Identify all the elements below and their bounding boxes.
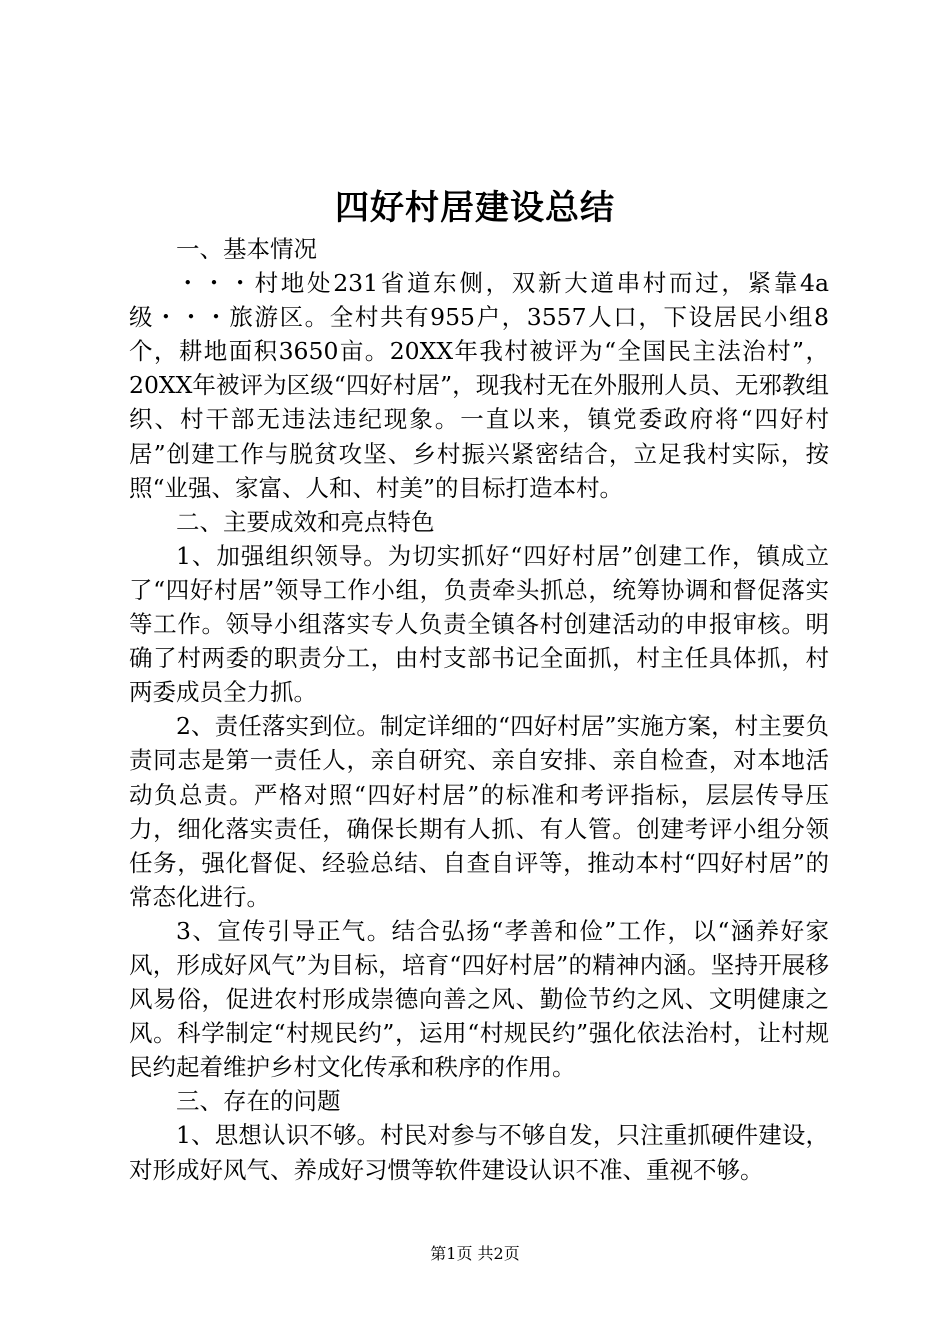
section-heading-achievements: 二、主要成效和亮点特色 — [176, 507, 435, 536]
paragraph-village-overview: ・・・村地处231省道东侧，双新大道串村而过，紧靠4a级・・・旅游区。全村共有955户，3557人口，下设居民小组8个，耕地面积3650亩。20XX年我村被评为“全国民主法治村”，20XX年被评为区级“四好村居”，现我村无在外服刑人员、无邪教组织、村干部无违法违纪现象。一直以来，镇党委政府将“四好村居”创建工作与脱贫攻坚、乡村振兴紧密结合，立足我村实际，按照“业强、家富、人和、村美”的目标打造本村。 — [129, 269, 829, 502]
section-heading-basic-situation: 一、基本情况 — [176, 235, 317, 263]
section-heading-problems: 三、存在的问题 — [176, 1087, 341, 1116]
document-body — [129, 232, 829, 1187]
paragraph-responsibility: 2、责任落实到位。制定详细的“四好村居”实施方案，村主要负责同志是第一责任人，亲自研究、亲自安排、亲自检查，对本地活动负总责。严格对照“四好村居”的标准和考评指标，层层传导压力，细化落实责任，确保长期有人抓、有人管。创建考评小组分领任务，强化督促、经验总结、自查自评等，推动本村“四好村居”的常态化进行。 — [129, 712, 829, 911]
paragraph-organization-leadership: 1、加强组织领导。为切实抓好“四好村居”创建工作，镇成立了“四好村居”领导工作小组，负责牵头抓总，统筹协调和督促落实等工作。领导小组落实专人负责全镇各村创建活动的申报审核。明确了村两委的职责分工，由村支部书记全面抓，村主任具体抓，村两委成员全力抓。 — [129, 541, 829, 707]
document-title: 四好村居建设总结 — [335, 188, 615, 228]
paragraph-awareness-problem: 1、思想认识不够。村民对参与不够自发，只注重抓硬件建设，对形成好风气、养成好习惯等软件建设认识不准、重视不够。 — [129, 1121, 829, 1184]
paragraph-publicity: 3、宣传引导正气。结合弘扬“孝善和俭”工作，以“涵养好家风，形成好风气”为目标，培育“四好村居”的精神内涵。坚持开展移风易俗，促进农村形成崇德向善之风、勤俭节约之风、文明健康之风。科学制定“村规民约”，运用“村规民约”强化依法治村，让村规民约起着维护乡村文化传承和秩序的作用。 — [129, 916, 829, 1082]
page-number-footer: 第1页 共2页 — [430, 1244, 520, 1263]
